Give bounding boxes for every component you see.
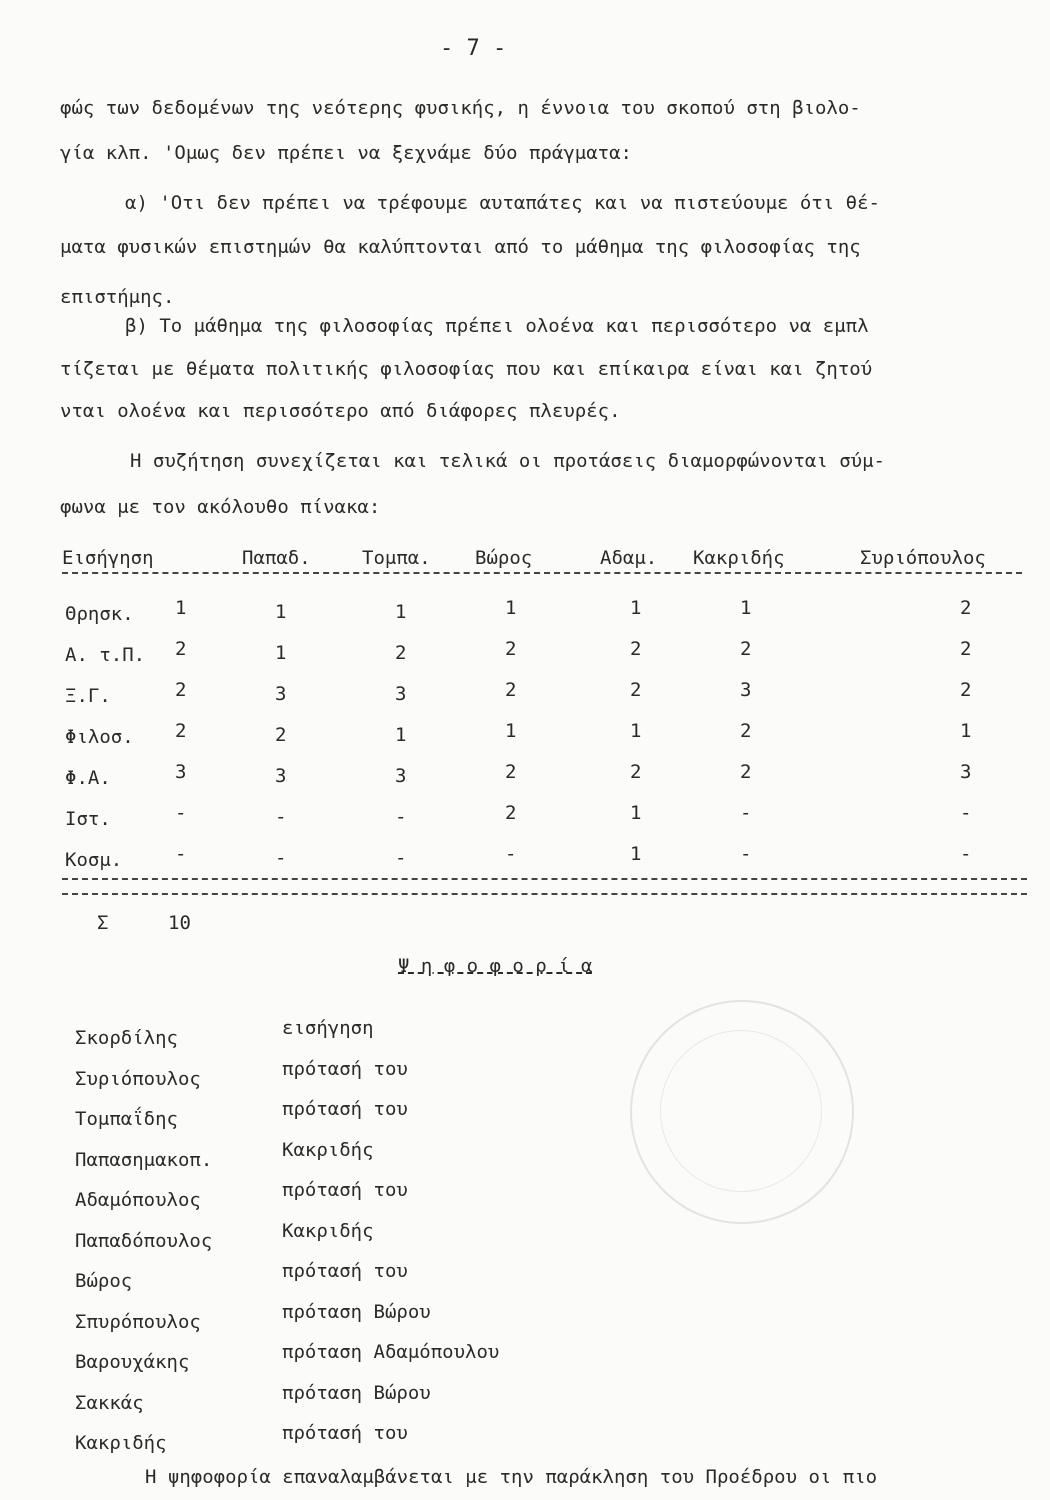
table-cell: 2	[630, 638, 642, 660]
table-cell: 2	[740, 638, 752, 660]
paragraph-line: ματα φυσικών επιστημών θα καλύπτονται από το μάθημα της φιλοσοφίας της	[60, 236, 861, 258]
voter-name: Κακριδής	[75, 1432, 167, 1454]
table-cell: 2	[175, 638, 187, 660]
vote-choice: εισήγηση	[282, 1017, 374, 1039]
table-cell: 1	[275, 642, 287, 664]
voter-name: Σπυρόπουλος	[75, 1311, 201, 1333]
table-rule	[62, 893, 1027, 895]
voter-name: Τομπαΐδης	[75, 1108, 178, 1130]
voter-name: Βώρος	[75, 1270, 133, 1292]
voter-name: Συριόπουλος	[75, 1068, 201, 1090]
row-label: Φ.Α.	[65, 767, 111, 789]
table-cell: -	[275, 806, 287, 828]
table-cell: 2	[505, 761, 517, 783]
table-cell: 2	[275, 724, 287, 746]
vote-choice: πρότασή του	[282, 1179, 408, 1201]
table-cell: 3	[960, 761, 972, 783]
table-cell: -	[960, 843, 972, 865]
table-cell: 2	[630, 761, 642, 783]
paragraph-line: επιστήμης.	[60, 286, 175, 308]
voter-name: Παπασημακοπ.	[75, 1149, 213, 1171]
paragraph-line: γία κλπ. 'Ομως δεν πρέπει να ξεχνάμε δύο πράγματα:	[60, 142, 632, 164]
table-cell: -	[395, 806, 407, 828]
table-cell: 3	[395, 765, 407, 787]
voter-name: Σκορδίλης	[75, 1027, 178, 1049]
sum-value: 10	[168, 912, 191, 934]
header-cell: Εισήγηση	[62, 547, 154, 569]
table-cell: 1	[740, 597, 752, 619]
table-cell: 1	[175, 597, 187, 619]
vote-choice: πρότασή του	[282, 1422, 408, 1444]
paragraph-line: τίζεται με θέματα πολιτικής φιλοσοφίας που και επίκαιρα είναι και ζητού	[60, 358, 873, 380]
table-cell: 2	[740, 761, 752, 783]
table-cell: 3	[395, 683, 407, 705]
header-cell: Βώρος	[475, 547, 533, 569]
header-rule	[62, 572, 1022, 574]
table-cell: 3	[275, 683, 287, 705]
table-cell: 2	[630, 679, 642, 701]
table-cell: -	[275, 847, 287, 869]
table-cell: 1	[505, 720, 517, 742]
paragraph-line: νται ολοένα και περισσότερο από διάφορες πλευρές.	[60, 400, 621, 422]
table-cell: -	[960, 802, 972, 824]
table-cell: 1	[275, 601, 287, 623]
table-cell: -	[740, 802, 752, 824]
voter-name: Σακκάς	[75, 1392, 144, 1414]
table-cell: 1	[505, 597, 517, 619]
table-cell: 3	[740, 679, 752, 701]
table-cell: -	[395, 847, 407, 869]
table-cell: 2	[395, 642, 407, 664]
vote-choice: Κακριδής	[282, 1139, 374, 1161]
row-label: Φιλοσ.	[65, 726, 134, 748]
row-label: Ιστ.	[65, 808, 111, 830]
table-cell: 1	[630, 720, 642, 742]
sum-label: Σ	[97, 912, 109, 934]
paragraph-line: φωνα με τον ακόλουθο πίνακα:	[60, 496, 381, 518]
header-cell: Παπαδ.	[242, 547, 311, 569]
header-cell: Κακριδής	[693, 547, 785, 569]
vote-choice: πρότασή του	[282, 1058, 408, 1080]
table-cell: -	[175, 802, 187, 824]
table-cell: 1	[630, 597, 642, 619]
table-cell: 1	[960, 720, 972, 742]
paragraph-line: α) 'Οτι δεν πρέπει να τρέφουμε αυταπάτες και να πιστεύουμε ότι θέ-	[125, 192, 880, 214]
row-label: Θρησκ.	[65, 603, 134, 625]
page-number: - 7 -	[440, 36, 507, 61]
row-label: Ξ.Γ.	[65, 685, 111, 707]
voter-name: Παπαδόπουλος	[75, 1230, 213, 1252]
row-label: Κοσμ.	[65, 849, 123, 871]
table-cell: 2	[960, 638, 972, 660]
header-cell: Συριόπουλος	[860, 547, 986, 569]
table-cell: 2	[505, 638, 517, 660]
table-cell: 2	[960, 679, 972, 701]
table-cell: 1	[395, 601, 407, 623]
vote-choice: πρόταση Αδαμόπουλου	[282, 1341, 500, 1363]
closing-line: Η ψηφοφορία επαναλαμβάνεται με την παράκληση του Προέδρου οι πιο	[145, 1466, 878, 1488]
row-label: Α. τ.Π.	[65, 644, 146, 666]
table-cell: -	[740, 843, 752, 865]
paragraph-line: φώς των δεδομένων της νεότερης φυσικής, η έννοια του σκοπού στη βιολο-	[60, 97, 861, 119]
vote-title: Ψ η φ ο φ ο ρ ί α	[398, 955, 593, 977]
vote-choice: πρότασή του	[282, 1098, 408, 1120]
table-cell: 1	[630, 802, 642, 824]
vote-choice: Κακριδής	[282, 1220, 374, 1242]
table-cell: 1	[630, 843, 642, 865]
header-cell: Αδαμ.	[600, 547, 658, 569]
official-stamp	[630, 1000, 854, 1224]
vote-choice: πρόταση Βώρου	[282, 1382, 431, 1404]
table-rule	[62, 878, 1027, 880]
table-cell: 1	[395, 724, 407, 746]
table-cell: -	[175, 843, 187, 865]
paragraph-line: β) Το μάθημα της φιλοσοφίας πρέπει ολοένα και περισσότερο να εμπλ	[125, 315, 869, 337]
table-cell: 3	[175, 761, 187, 783]
paragraph-line: Η συζήτηση συνεχίζεται και τελικά οι προτάσεις διαμορφώνονται σύμ-	[130, 450, 885, 472]
table-cell: 2	[175, 720, 187, 742]
vote-choice: πρότασή του	[282, 1260, 408, 1282]
voter-name: Βαρουχάκης	[75, 1351, 190, 1373]
table-cell: 2	[740, 720, 752, 742]
table-cell: 2	[175, 679, 187, 701]
voter-name: Αδαμόπουλος	[75, 1189, 201, 1211]
table-cell: 2	[505, 679, 517, 701]
table-cell: 2	[505, 802, 517, 824]
vote-choice: πρόταση Βώρου	[282, 1301, 431, 1323]
table-cell: 3	[275, 765, 287, 787]
header-cell: Τομπα.	[362, 547, 431, 569]
table-cell: -	[505, 843, 517, 865]
table-cell: 2	[960, 597, 972, 619]
